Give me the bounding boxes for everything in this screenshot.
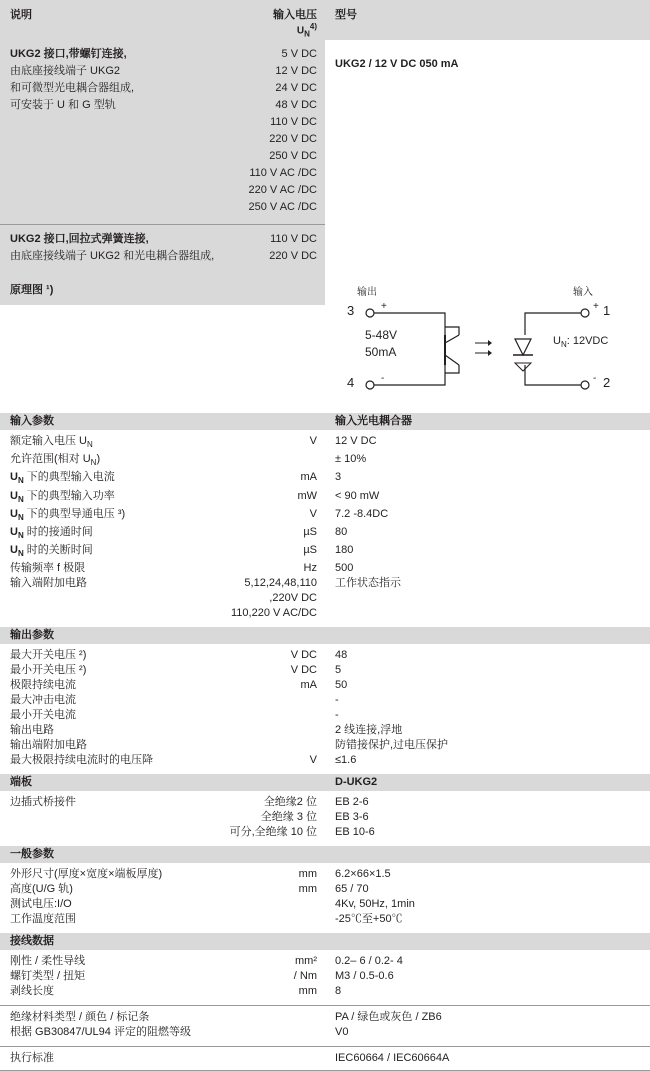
- row-desc: 输出电路: [10, 724, 54, 737]
- row-desc: 测试电压:I/O: [10, 898, 72, 911]
- group2-desc-1: 由底座接线端子 UKG2 和光电耦合器组成,: [10, 250, 215, 262]
- row-value: ± 10%: [335, 453, 367, 466]
- group1-left: [0, 40, 325, 224]
- schematic-pin-2: 2: [603, 375, 611, 390]
- wiring-rows: [0, 954, 650, 999]
- row-value: 3: [335, 471, 342, 484]
- row-value: -25℃至+50℃: [335, 913, 403, 926]
- row-unit: 全绝缘2 位: [263, 796, 317, 809]
- group1-voltage-4: 110 V DC: [270, 116, 317, 128]
- row-value: 5: [335, 664, 342, 677]
- group1-desc-1: 由底座接线端子 UKG2: [10, 65, 121, 77]
- group1-voltage-3: 48 V DC: [275, 99, 317, 111]
- row-desc: 输出端附加电路: [10, 739, 87, 752]
- row-value: 80: [335, 525, 348, 538]
- row-desc: [0, 825, 215, 840]
- row-unit: V: [309, 435, 317, 447]
- wiring-title-right: [325, 933, 650, 950]
- row-unit: V: [309, 754, 317, 767]
- output-params-title-right: [325, 627, 650, 644]
- group1-right: [325, 40, 650, 224]
- table-row: [0, 969, 650, 984]
- row-value: 12 V DC: [335, 435, 377, 447]
- end-plate-title: 端板: [10, 776, 32, 789]
- end-plate-rows: [0, 795, 650, 840]
- row-desc: $U_N$ 下的典型输入功率: [10, 489, 115, 504]
- table-row: [0, 678, 650, 693]
- row-unit: 可分,全绝缘 10 位: [229, 826, 317, 839]
- row-value: 50: [335, 679, 348, 692]
- table-row: [0, 507, 650, 525]
- table-row: [0, 434, 650, 452]
- row-value: 180: [335, 544, 354, 557]
- group1-line-7: [0, 165, 325, 182]
- schematic-plus-right: +: [593, 301, 599, 312]
- group1-line-6: [0, 148, 325, 165]
- group1-desc-3: 可安装于 U 和 G 型轨: [10, 99, 116, 111]
- group1-line-0: [0, 46, 325, 63]
- group1-line-4: [0, 114, 325, 131]
- table-row: [0, 606, 650, 621]
- row-desc: 根据 GB30847/UL94 评定的阻燃等级: [10, 1026, 191, 1039]
- group1-voltage-0: 5 V DC: [281, 48, 317, 60]
- table-row: [0, 984, 650, 999]
- row-desc: 高度(U/G 轨): [10, 883, 73, 896]
- table-row: [0, 954, 650, 969]
- row-desc: 螺钉类型 / 扭矩: [10, 970, 86, 983]
- section-header-wiring: [0, 933, 650, 950]
- row-value: 65 / 70: [335, 883, 369, 896]
- row-value: 2 线连接,浮地: [335, 724, 403, 737]
- row-desc: 最大极限持续电流时的电压降: [10, 754, 153, 767]
- group2-voltage-0: 110 V DC: [270, 233, 317, 245]
- row-unit: [215, 452, 325, 470]
- row-desc: $U_N$ 下的典型导通电压 ³): [10, 507, 126, 522]
- circuit-schematic: [325, 273, 650, 403]
- group1-voltage-8: 220 V AC /DC: [248, 184, 317, 196]
- table-row: [0, 576, 650, 606]
- section-header-general: [0, 846, 650, 863]
- col-header-input-voltage-label: 输入电压: [273, 9, 317, 21]
- row-unit: Hz: [303, 562, 317, 575]
- group1-line-3: [0, 97, 325, 114]
- row-desc: [0, 810, 215, 825]
- row-unit: mA: [300, 679, 317, 692]
- row-value: 0.2– 6 / 0.2- 4: [335, 955, 403, 968]
- row-unit: [215, 1025, 325, 1040]
- row-unit: [215, 897, 325, 912]
- col-header-input-voltage: [215, 0, 325, 40]
- group1-voltage-6: 250 V DC: [269, 150, 317, 162]
- schematic-pin-3: 3: [347, 303, 355, 318]
- schematic-input-rating: $U_N$: 12VDC: [553, 335, 609, 350]
- product-group-2: [0, 225, 650, 273]
- row-value: [325, 606, 650, 621]
- schematic-plus-left: +: [381, 301, 387, 312]
- group1-desc-2: 和可微型光电耦合器组成,: [10, 82, 135, 94]
- row-value: 防错接保护,过电压保护: [335, 739, 449, 752]
- row-unit: [215, 708, 325, 723]
- table-row: [0, 738, 650, 753]
- row-desc: [0, 606, 215, 621]
- row-value: 8: [335, 985, 342, 998]
- row-desc: 极限持续电流: [10, 679, 76, 692]
- group1-desc-0: UKG2 接口,带螺钉连接,: [10, 48, 127, 60]
- schematic-input-label: 输入: [573, 287, 593, 298]
- wiring-title: 接线数据: [10, 935, 54, 948]
- group1-line-8: [0, 182, 325, 199]
- row-value: < 90 mW: [335, 489, 380, 502]
- row-desc: 执行标准: [10, 1052, 54, 1065]
- table-row: [0, 470, 650, 488]
- group1-voltage-5: 220 V DC: [269, 133, 317, 145]
- row-value: V0: [335, 1026, 349, 1039]
- row-value: 7.2 -8.4DC: [335, 507, 389, 520]
- row-unit: [215, 693, 325, 708]
- row-unit: [215, 912, 325, 927]
- group1-type-value: UKG2 / 12 V DC 050 mA: [335, 58, 459, 70]
- group2-left: [0, 225, 325, 273]
- group2-voltage-1: 220 V DC: [269, 250, 317, 262]
- general-title: 一般参数: [10, 848, 54, 861]
- schematic-output-label: 输出: [357, 287, 377, 298]
- row-desc: 剥线长度: [10, 985, 54, 998]
- row-unit: V DC: [290, 649, 317, 662]
- row-value: EB 2-6: [335, 796, 369, 809]
- row-value: 500: [335, 562, 354, 575]
- input-optocoupler-title: 输入光电耦合器: [335, 415, 412, 427]
- row-unit: 110,220 V AC/DC: [230, 607, 317, 620]
- schematic-rating-2: 50mA: [365, 345, 397, 359]
- col-header-type: 型号: [335, 9, 357, 21]
- table-row: [0, 1010, 650, 1025]
- table-row: [0, 489, 650, 507]
- row-value: EB 3-6: [335, 811, 369, 824]
- table-row: [0, 708, 650, 723]
- schematic-rating-1: 5-48V: [365, 328, 398, 342]
- section-header-end-plate: [0, 774, 650, 791]
- input-params-rows: [0, 434, 650, 621]
- table-row: [0, 810, 650, 825]
- row-desc: 最小开关电压 ²): [10, 664, 87, 677]
- general-rows: [0, 867, 650, 927]
- row-desc: 最大冲击电流: [10, 694, 76, 707]
- row-unit: mm²: [295, 955, 317, 968]
- row-desc: 允许范围(相对 $U_N$): [10, 453, 101, 468]
- table-row: [0, 452, 650, 470]
- row-value: 48: [335, 649, 348, 662]
- table-row: [0, 525, 650, 543]
- general-title-right: [325, 846, 650, 863]
- group2-right: [325, 225, 650, 273]
- col-header-description: 说明: [10, 9, 32, 21]
- row-value: M3 / 0.5-0.6: [335, 970, 394, 983]
- table-row: [0, 561, 650, 576]
- row-unit: / Nm: [293, 970, 317, 983]
- table-row: [0, 897, 650, 912]
- material-rows: [0, 1010, 650, 1040]
- row-desc: 绝缘材料类型 / 颜色 / 标记条: [10, 1011, 150, 1024]
- group2-line-0: [0, 231, 325, 248]
- row-value: -: [335, 694, 339, 707]
- table-row: [0, 723, 650, 738]
- schematic-section: [0, 273, 650, 413]
- group1-voltage-7: 110 V AC /DC: [249, 167, 317, 179]
- col-header-un-symbol: $U_N^{4)}$: [296, 22, 317, 39]
- row-unit: mA: [300, 471, 317, 484]
- schematic-pin-4: 4: [347, 375, 355, 390]
- row-value: 4Kv, 50Hz, 1min: [335, 898, 415, 911]
- table-row: [0, 825, 650, 840]
- table-row: [0, 867, 650, 882]
- group1-line-5: [0, 131, 325, 148]
- row-unit: 5,12,24,48,110 ,220V DC: [244, 577, 317, 605]
- schematic-title: 原理图 ¹): [0, 273, 325, 305]
- output-params-title: 输出参数: [10, 629, 54, 642]
- group1-line-1: [0, 63, 325, 80]
- row-unit: [215, 1051, 325, 1066]
- section-header-input-params: [0, 413, 650, 430]
- group1-line-2: [0, 80, 325, 97]
- section-header-output-params: [0, 627, 650, 644]
- row-unit: V: [309, 507, 317, 520]
- group2-desc-0: UKG2 接口,回拉式弹簧连接,: [10, 233, 149, 245]
- row-desc: 额定输入电压 $U_N$: [10, 435, 93, 450]
- row-unit: 全绝缘 3 位: [260, 811, 317, 824]
- row-value: ≤1.6: [335, 754, 357, 767]
- group2-line-1: [0, 248, 325, 265]
- row-desc: $U_N$ 时的接通时间: [10, 525, 93, 541]
- row-desc: $U_N$ 下的典型输入电流: [10, 471, 115, 486]
- table-row: [0, 912, 650, 927]
- table-row: [0, 795, 650, 810]
- row-unit: mW: [297, 489, 317, 502]
- schematic-minus-left: -: [381, 373, 385, 384]
- output-params-rows: [0, 648, 650, 768]
- table-row: [0, 1051, 650, 1066]
- group1-voltage-2: 24 V DC: [275, 82, 317, 94]
- row-unit: V DC: [290, 664, 317, 677]
- row-value: EB 10-6: [335, 826, 375, 839]
- row-unit: mm: [298, 883, 317, 896]
- row-desc: 边插式桥接件: [10, 796, 76, 809]
- row-desc: $U_N$ 时的关断时间: [10, 544, 93, 559]
- row-desc: 最小开关电流: [10, 709, 76, 722]
- row-desc: 传输频率 f 极限: [10, 562, 86, 575]
- product-group-1: [0, 40, 650, 224]
- end-plate-value: D-UKG2: [335, 776, 378, 789]
- table-row: [0, 543, 650, 561]
- row-value: 工作状态指示: [335, 577, 401, 590]
- table-row: [0, 648, 650, 663]
- row-unit: mm: [298, 868, 317, 881]
- row-value: PA / 绿色或灰色 / ZB6: [335, 1011, 442, 1024]
- row-value: IEC60664 / IEC60664A: [335, 1052, 450, 1065]
- row-unit: µS: [303, 525, 317, 538]
- table-row: [0, 882, 650, 897]
- table-row: [0, 1025, 650, 1040]
- standard-rows: [0, 1051, 650, 1066]
- row-value: -: [335, 709, 339, 722]
- group1-voltage-1: 12 V DC: [275, 65, 317, 77]
- row-desc: 外形尺寸(厚度×宽度×端板厚度): [10, 868, 163, 881]
- row-desc: 工作温度范围: [10, 913, 76, 926]
- row-desc: 最大开关电压 ²): [10, 649, 87, 662]
- input-params-title: 输入参数: [10, 415, 54, 427]
- top-header-row: [0, 0, 650, 40]
- row-desc: 输入端附加电路: [10, 577, 87, 590]
- table-row: [0, 663, 650, 678]
- schematic-pin-1: 1: [603, 303, 611, 318]
- table-row: [0, 693, 650, 708]
- row-unit: [215, 723, 325, 738]
- row-unit: [215, 1010, 325, 1025]
- table-row: [0, 753, 650, 768]
- row-unit: µS: [303, 544, 317, 557]
- schematic-minus-right: -: [593, 373, 597, 384]
- row-desc: 刚性 / 柔性导线: [10, 955, 86, 968]
- group1-voltage-9: 250 V AC /DC: [248, 201, 317, 213]
- row-unit: mm: [298, 985, 317, 998]
- row-unit: [215, 738, 325, 753]
- row-value: 6.2×66×1.5: [335, 868, 391, 881]
- group1-line-9: [0, 199, 325, 216]
